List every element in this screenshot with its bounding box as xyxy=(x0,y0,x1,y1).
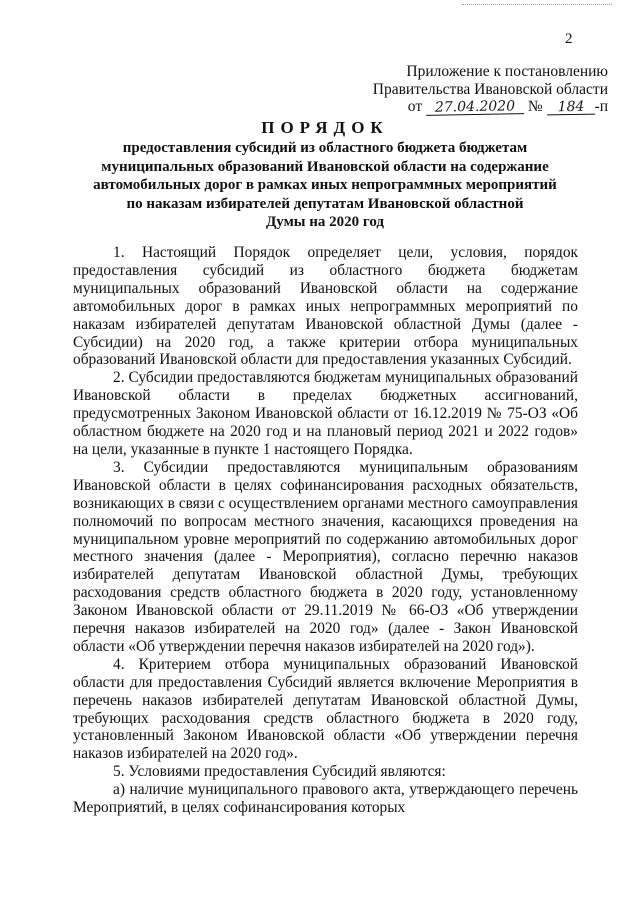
appendix-date-line xyxy=(336,98,608,116)
page-number: 2 xyxy=(565,31,573,47)
scan-artifact xyxy=(462,4,612,10)
document-body xyxy=(73,244,578,817)
document-title: ПОРЯДОК xyxy=(261,118,389,137)
paragraph-2: 2. Субсидии предоставляются бюджетам муниципальных образований Ивановской области в пределах бюджетных ассигнований, предусмотренных Законом Ивановской области от 16.12.2019 № 75-ОЗ «Об областном бюджете на 2020 год и на плановый период 2021 и 2022 годов» на цели, указанные в пункте 1 настоящего Порядка. xyxy=(73,369,578,458)
subtitle-line: по наказам избирателей депутатам Ивановской областной xyxy=(126,195,524,212)
appendix-header xyxy=(336,63,608,116)
handwritten-date: 27.04.2020 xyxy=(426,99,524,116)
paragraph-5: 5. Условиями предоставления Субсидий являются: xyxy=(113,763,446,781)
number-suffix: -п xyxy=(594,98,608,115)
subtitle-line: предоставления субсидий из областного бюджета бюджетам xyxy=(122,140,528,156)
subtitle-line: муниципальных образований Ивановской области на содержание xyxy=(101,158,549,175)
paragraph-3: 3. Субсидии предоставляются муниципальным образованиям Ивановской области в целях софинансирования расходных обязательств, возникающих в связи с осуществлением органами местного самоуправления полномочий по вопросам местного значения, касающихся проведения на муниципальном уровне мероприятий по содержанию автомобильных дорог местного значения (далее - Мероприятия), согласно перечню наказов избирателей депутатам Ивановской областной Думы, требующих расходования средств областного бюджета в 2020 году, установленному Законом Ивановской области от 29.11.2019 № 66-ОЗ «Об утверждении перечня наказов избирателей на 2020 год» (далее - Закон Ивановской области «Об утверждении перечня наказов избирателей на 2020 год»). xyxy=(73,458,578,655)
subtitle-line: Думы на 2020 год xyxy=(265,214,385,230)
appendix-line-2: Правительства Ивановской области xyxy=(372,80,608,98)
paragraph-4: 4. Критерием отбора муниципальных образований Ивановской области для предоставления Субсидий является включение Мероприятия в перечень наказов избирателей депутатам Ивановской областной Думы, требующих расходования средств областного бюджета в 2020 году, установленный Законом Ивановской области «Об утверждении перечня наказов избирателей на 2020 год». xyxy=(73,655,578,763)
handwritten-number: 184 xyxy=(546,100,594,116)
number-sign: № xyxy=(527,98,543,115)
document-subtitle xyxy=(60,139,590,232)
appendix-from-label: от xyxy=(407,98,423,115)
paragraph-5a: а) наличие муниципального правового акта, утверждающего перечень Мероприятий, в целях софинансирования которых xyxy=(73,781,578,817)
subtitle-line: автомобильных дорог в рамках иных непрограммных мероприятий xyxy=(93,177,557,193)
paragraph-1: 1. Настоящий Порядок определяет цели, условия, порядок предоставления субсидий из областного бюджета бюджетам муниципальных образований Ивановской области на содержание автомобильных дорог в рамках иных непрограммных мероприятий по наказам избирателей депутатам Ивановской областной Думы (далее - Субсидии) на 2020 год, а также критерии отбора муниципальных образований Ивановской области для предоставления указанных Субсидий. xyxy=(73,244,578,369)
appendix-line-1: Приложение к постановлению xyxy=(406,63,608,80)
